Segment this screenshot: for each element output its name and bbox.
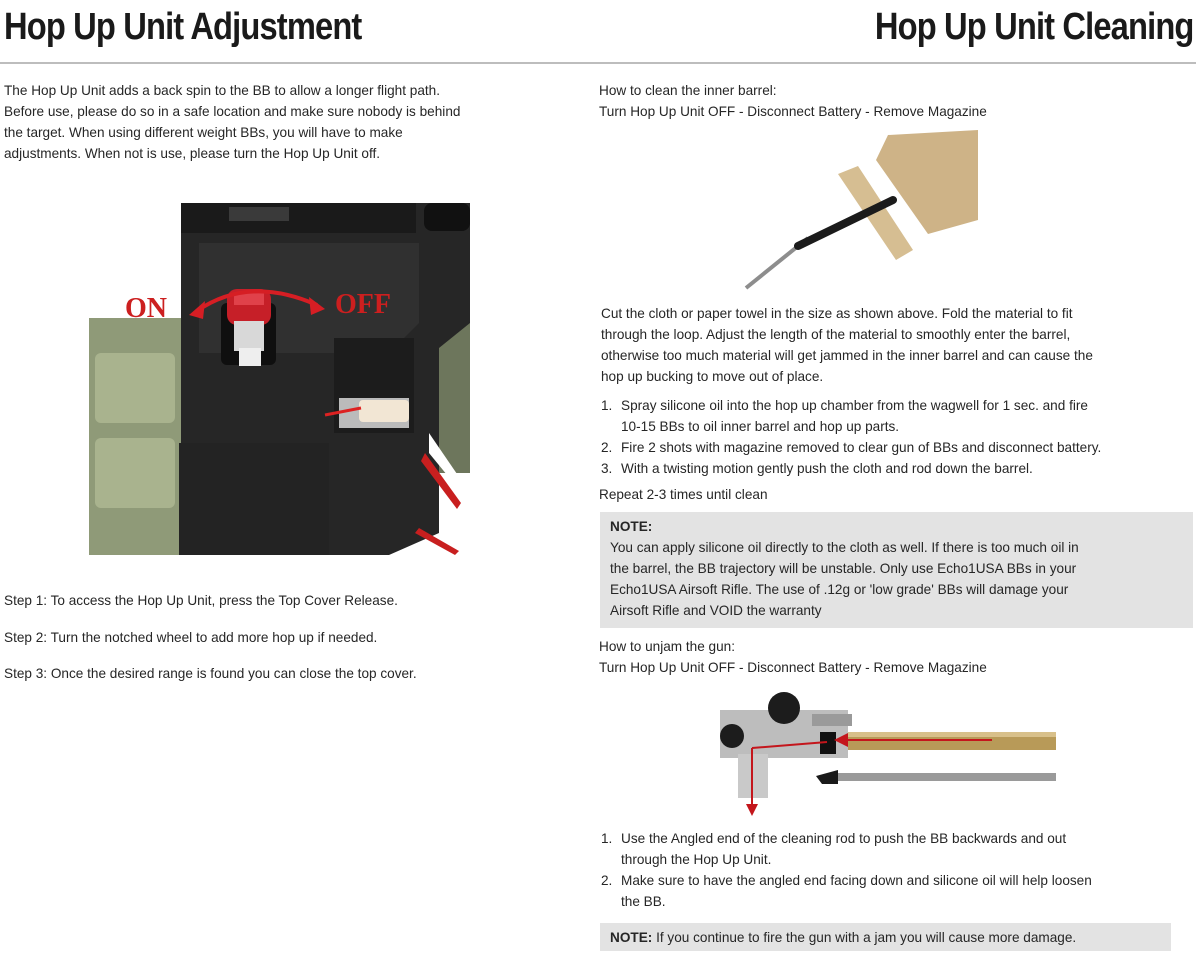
list-number: 3. [601,461,613,476]
note-text: If you continue to fire the gun with a jam you will cause more damage. [656,930,1077,945]
list-line: through the Hop Up Unit. [621,852,772,867]
clean-heading: How to clean the inner barrel: [599,83,777,98]
note-line: You can apply silicone oil directly to the cloth as well. If there is too much oil in [610,540,1079,555]
page-title-hop-up-adjustment: Hop Up Unit Adjustment [4,6,362,48]
intro-line: Before use, please do so in a safe location and make sure nobody is behind [4,104,461,119]
note-title: NOTE: [610,519,653,534]
unjam-heading: How to unjam the gun: [599,639,736,654]
adjustment-step-2: Step 2: Turn the notched wheel to add more hop up if needed. [4,630,378,645]
hop-up-unit-photo [89,203,470,555]
list-item [601,458,1196,479]
header-divider [0,62,1196,64]
adjustment-step-3: Step 3: Once the desired range is found you can close the top cover. [4,666,417,681]
list-item [601,828,1196,870]
intro-line: adjustments. When not is use, please turn the Hop Up Unit off. [4,146,381,161]
note-line: Echo1USA Airsoft Rifle. The use of .12g or 'low grade' BBs will damage your [610,582,1069,597]
cloth-line: otherwise too much material will get jammed in the inner barrel and can cause the [601,348,1093,363]
cloth-instructions [601,303,1191,387]
list-number: 2. [601,440,613,455]
note-title: NOTE: [610,930,653,945]
list-line: the BB. [621,894,666,909]
list-line: 10-15 BBs to oil inner barrel and hop up parts. [621,419,900,434]
note-line: the barrel, the BB trajectory will be unstable. Only use Echo1USA BBs in your [610,561,1077,576]
list-number: 1. [601,398,613,413]
cloth-line: hop up bucking to move out of place. [601,369,824,384]
page-title-hop-up-cleaning: Hop Up Unit Cleaning [875,6,1194,48]
adjustment-step-1: Step 1: To access the Hop Up Unit, press the Top Cover Release. [4,593,398,608]
list-number: 1. [601,831,613,846]
cleaning-rod-cloth-illustration [738,130,988,295]
note-box-oil [600,512,1193,628]
note-box-jam [600,923,1171,951]
list-item [601,870,1196,912]
unjam-prep: Turn Hop Up Unit OFF - Disconnect Battery - Remove Magazine [599,660,987,675]
unjam-heading-block [599,636,987,678]
unjam-steps-list [601,828,1196,912]
list-line: Make sure to have the angled end facing down and silicone oil will help loosen [621,873,1092,888]
list-line: Spray silicone oil into the hop up chamber from the wagwell for 1 sec. and fire [621,398,1088,413]
unjam-hop-up-illustration [712,688,1060,822]
photo-label-off: OFF [335,289,391,320]
list-number: 2. [601,873,613,888]
clean-heading-block [599,80,987,122]
cloth-line: through the loop. Adjust the length of the material to smoothly enter the barrel, [601,327,1071,342]
note-line: Airsoft Rifle and VOID the warranty [610,603,822,618]
intro-line: the target. When using different weight BBs, you will have to make [4,125,403,140]
cloth-line: Cut the cloth or paper towel in the size as shown above. Fold the material to fit [601,306,1073,321]
list-line: Fire 2 shots with magazine removed to clear gun of BBs and disconnect battery. [621,440,1102,455]
clean-prep: Turn Hop Up Unit OFF - Disconnect Battery - Remove Magazine [599,104,987,119]
photo-label-on: ON [125,293,167,324]
adjustment-intro [4,80,564,164]
repeat-instruction: Repeat 2-3 times until clean [599,487,768,502]
cleaning-steps-list [601,395,1196,479]
list-item [601,437,1196,458]
list-line: With a twisting motion gently push the cloth and rod down the barrel. [621,461,1033,476]
intro-line: The Hop Up Unit adds a back spin to the BB to allow a longer flight path. [4,83,441,98]
list-line: Use the Angled end of the cleaning rod to push the BB backwards and out [621,831,1067,846]
list-item [601,395,1196,437]
